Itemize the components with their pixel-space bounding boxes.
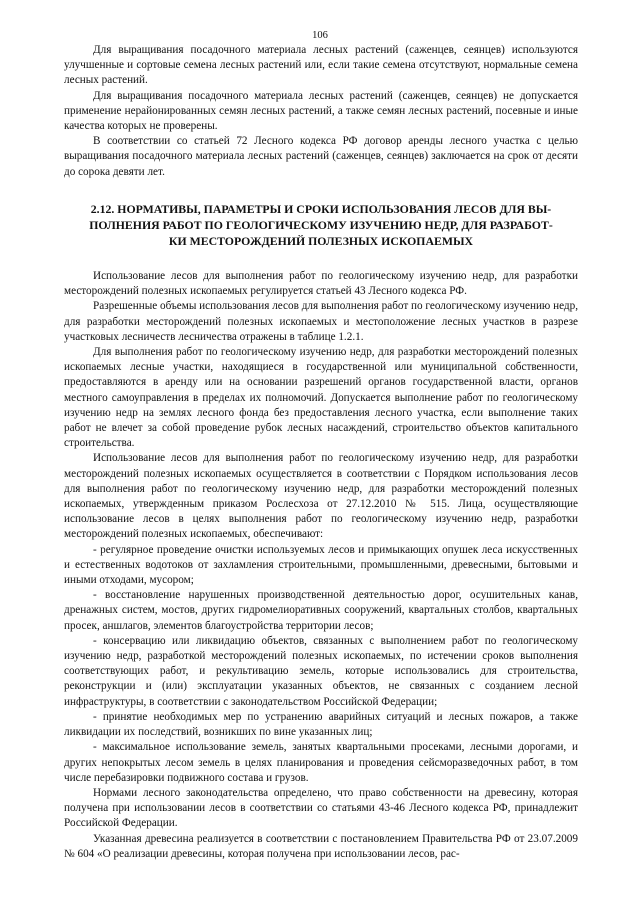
page-number: 106 [312, 30, 328, 41]
paragraph: Для выращивания посадочного материала лесных растений (саженцев, сеянцев) не допускается применение нерайонированных семян лесных растений, а также семян лесных растений, посевные и иные качества которых не проверены. [64, 89, 578, 133]
list-item: - максимальное использование земель, занятых квартальными просеками, лесными дорогами, и других непокрытых лесом земель в целях планирования и проведения сейсморазведочных работ, в том числе перебазировки подвижного состава и грузов. [64, 741, 578, 784]
paragraph: Использование лесов для выполнения работ по геологическому изучению недр, для разработки месторождений полезных ископаемых регулируется статьей 43 Лесного кодекса РФ. [64, 270, 578, 298]
paragraph: Для выполнения работ по геологическому изучению недр, для разработки месторождений полезных ископаемых лесные участки, находящиеся в государственной или муниципальной собственности, предоставляются в аренду или на основании разрешений органов государственной власти, органов местного самоуправления в пределах их полномочий. Допускается выполнение работ по геологическому изучению недр на землях лесного фонда без предоставления лесного участка, если выполнение таких работ не влечет за собой проведение рубок лесных насаждений, строительство объектов капитального строительства. [64, 346, 578, 450]
section-heading-line: ПОЛНЕНИЯ РАБОТ ПО ГЕОЛОГИЧЕСКОМУ ИЗУЧЕНИЮ НЕДР, ДЛЯ РАЗРАБОТ- [89, 218, 553, 232]
intro-text [64, 43, 578, 180]
paragraph: Указанная древесина реализуется в соответствии с постановлением Правительства РФ от 23.07.2009 № 604 «О реализации древесины, которая получена при использовании лесов, рас- [64, 832, 578, 860]
paragraph: Разрешенные объемы использования лесов для выполнения работ по геологическому изучению недр, для разработки месторождений полезных ископаемых и местоположение лесных участков в разрезе участковых лесничеств лесничества отражены в таблице 1.2.1. [64, 300, 578, 343]
section-heading-line: 2.12. НОРМАТИВЫ, ПАРАМЕТРЫ И СРОКИ ИСПОЛЬЗОВАНИЯ ЛЕСОВ ДЛЯ ВЫ- [90, 202, 552, 216]
section-body [64, 269, 578, 862]
list-item: - восстановление нарушенных производственной деятельностью дорог, осушительных канав, дренажных систем, мостов, других гидромелиоративных сооружений, квартальных столбов, квартальных просек, аншлагов, элементов благоустройства территории лесов; [64, 589, 578, 632]
section-heading-line: КИ МЕСТОРОЖДЕНИЙ ПОЛЕЗНЫХ ИСКОПАЕМЫХ [168, 234, 474, 248]
paragraph: В соответствии со статьей 72 Лесного кодекса РФ договор аренды лесного участка с целью выращивания посадочного материала лесных растений (саженцев, сеянцев) заключается на срок от десяти до сорока девяти лет. [64, 135, 578, 178]
list-item: - регулярное проведение очистки используемых лесов и примыкающих опушек леса искусственных и естественных водотоков от захламления строительными, промышленными, древесными, бытовыми и иными отходами, мусором; [64, 543, 578, 587]
paragraph: Использование лесов для выполнения работ по геологическому изучению недр, для разработки месторождений полезных ископаемых осуществляется в соответствии с Порядком использования лесов для выполнения работ по геологическому изучению недр, для разработки месторождений полезных ископаемых, утвержденным приказом Рослесхоза от 27.12.2010 № 515. Лица, осуществляющие использование лесов в целях выполнения работ по геологическому изучению недр, разработки месторождений полезных ископаемых, обеспечивают: [64, 452, 578, 541]
section-heading [64, 201, 578, 249]
paragraph: Нормами лесного законодательства определено, что право собственности на древесину, которая получена при использовании лесов в соответствии со статьями 43-46 Лесного кодекса РФ, принадлежит Российской Федерации. [64, 786, 578, 830]
paragraph: Для выращивания посадочного материала лесных растений (саженцев, сеянцев) используются улучшенные и сортовые семена лесных растений или, если такие семена отсутствуют, нормальные семена лесных растений. [64, 44, 578, 87]
list-item: - принятие необходимых мер по устранению аварийных ситуаций и лесных пожаров, а также ликвидации их последствий, возникших по вине указанных лиц; [64, 710, 578, 739]
list-item: - консервацию или ликвидацию объектов, связанных с выполнением работ по геологическому изучению недр, разработкой месторождений полезных ископаемых, по истечении сроков выполнения соответствующих работ, и рекультивацию земель, которые использовались для строительства, реконструкции и (или) эксплуатации указанных объектов, не связанных с созданием лесной инфраструктуры, в соответствии с законодательством Российской Федерации; [64, 634, 578, 708]
